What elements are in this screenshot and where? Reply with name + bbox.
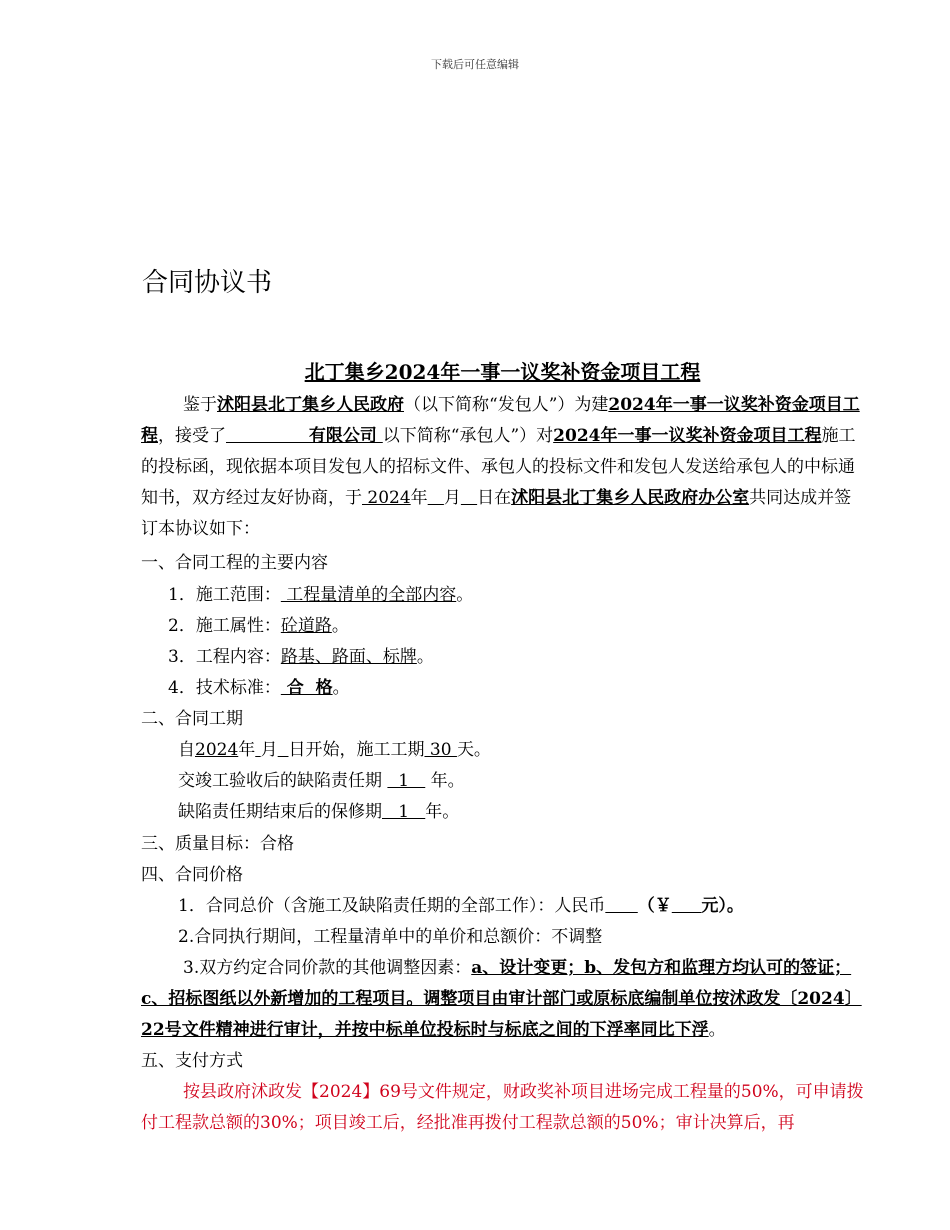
item-end: 。 xyxy=(332,678,350,698)
intro-text: 日在 xyxy=(477,488,512,508)
defect-text: 交竣工验收后的缺陷责任期 xyxy=(178,771,388,791)
standard-item xyxy=(168,673,350,698)
period-text: 自 xyxy=(178,740,195,760)
period-line xyxy=(178,735,491,760)
period-day-blank xyxy=(278,740,289,760)
item-label: 4．技术标准： xyxy=(168,678,281,698)
warranty-line xyxy=(178,797,459,822)
price-blank xyxy=(672,896,702,916)
content-item xyxy=(168,642,434,667)
intro-text: 年 xyxy=(410,488,428,508)
item-label: 1．施工范围： xyxy=(168,585,281,605)
sign-place: 沭阳县北丁集乡人民政府办公室 xyxy=(511,488,750,508)
item-end: 。 xyxy=(456,585,474,605)
project-subtitle: 北丁集乡2024年一事一议奖补资金项目工程 xyxy=(304,360,701,384)
section-heading: 一、合同工程的主要内容 xyxy=(141,553,328,573)
intro-text: 施工的投标函，现依据本项目发包人的招标文件、承包人的投标文件和发包人发送给承包人的中标通知书，双方经过友好协商，于 xyxy=(141,426,856,508)
period-text: 天。 xyxy=(456,740,491,760)
intro-paragraph xyxy=(141,390,865,545)
item-end: 。 xyxy=(331,616,349,636)
sign-month-blank xyxy=(428,488,444,508)
warranty-text: 缺陷责任期结束后的保修期 xyxy=(178,802,382,822)
intro-text: 月 xyxy=(443,488,461,508)
attribute-item xyxy=(168,611,349,636)
section-heading: 三、质量目标：合格 xyxy=(141,834,294,854)
period-year: 2024 xyxy=(195,740,239,760)
payment-paragraph: 按县政府沭政发【2024】69号文件规定，财政奖补项目进场完成工程量的50%，可申请拨付工程款总额的30%；项目竣工后，经批准再拨付工程款总额的50%；审计决算后，再 xyxy=(141,1082,864,1133)
item-value: 路基、路面、标牌 xyxy=(280,647,417,667)
employer-name: 沭阳县北丁集乡人民政府 xyxy=(217,395,404,415)
item-value: 合 格 xyxy=(280,678,333,698)
warranty-years: 1 xyxy=(382,802,426,822)
project-name: 2024年一事一议奖补资金项目工程 xyxy=(553,426,822,446)
document-title: 合同协议书 xyxy=(142,268,273,298)
intro-text: 鉴于 xyxy=(183,395,217,415)
price-blank xyxy=(605,896,637,916)
scope-item xyxy=(168,580,473,605)
item-label: 2．施工属性： xyxy=(168,616,281,636)
intro-text: ，接受了 xyxy=(158,426,226,446)
defect-text: 年。 xyxy=(425,771,465,791)
defect-period-line xyxy=(178,766,465,791)
price-text: 1．合同总价（含施工及缺陷责任期的全部工作）：人民币 xyxy=(178,896,606,916)
warranty-text: 年。 xyxy=(425,802,460,822)
contractor-name: 有限公司 xyxy=(226,426,383,446)
section-heading: 二、合同工期 xyxy=(141,709,243,729)
period-text: 日开始，施工工期 xyxy=(288,740,425,760)
period-days: 30 xyxy=(424,740,457,760)
price-adjust-line: 2.合同执行期间，工程量清单中的单价和总额价：不调整 xyxy=(178,927,603,947)
sign-year: 2024 xyxy=(362,488,411,508)
item-value: 工程量清单的全部内容 xyxy=(280,585,457,605)
item-label: 3．工程内容： xyxy=(168,647,281,667)
defect-years: 1 xyxy=(387,771,426,791)
adjust-factors: a、设计变更；b、发包方和监理方均认可的签证；c、招标图纸以外新增加的工程项目。调整项目由审计部门或原标底编制单位按沭政发〔2024〕22号文件精神进行审计，并按中标单位投标时与标底之间的下浮率同比下浮 xyxy=(141,958,862,1040)
section-heading: 五、支付方式 xyxy=(141,1051,243,1071)
adjust-text: 。 xyxy=(708,1020,726,1040)
price-text: 元）。 xyxy=(701,896,744,916)
period-text: 月 xyxy=(260,740,278,760)
page-header: 下载后可任意编辑 xyxy=(431,58,519,71)
item-value: 砼道路 xyxy=(280,616,332,636)
section-heading: 四、合同价格 xyxy=(141,865,243,885)
intro-text: 以下简称“承包人”）对 xyxy=(382,426,554,446)
price-text: （￥ xyxy=(637,896,672,916)
item-end: 。 xyxy=(416,647,434,667)
adjust-text: 3.双方约定合同价款的其他调整因素： xyxy=(183,958,472,978)
project-name: 2024年一事一议奖补资金项目工程 xyxy=(141,395,860,446)
intro-text: 共同达成并签订本协议如下： xyxy=(141,488,852,539)
intro-text: （以下简称“发包人”）为建 xyxy=(404,395,609,415)
price-line xyxy=(178,891,744,916)
period-text: 年 xyxy=(238,740,256,760)
sign-day-blank xyxy=(461,488,477,508)
adjust-factors-paragraph xyxy=(141,953,865,1046)
